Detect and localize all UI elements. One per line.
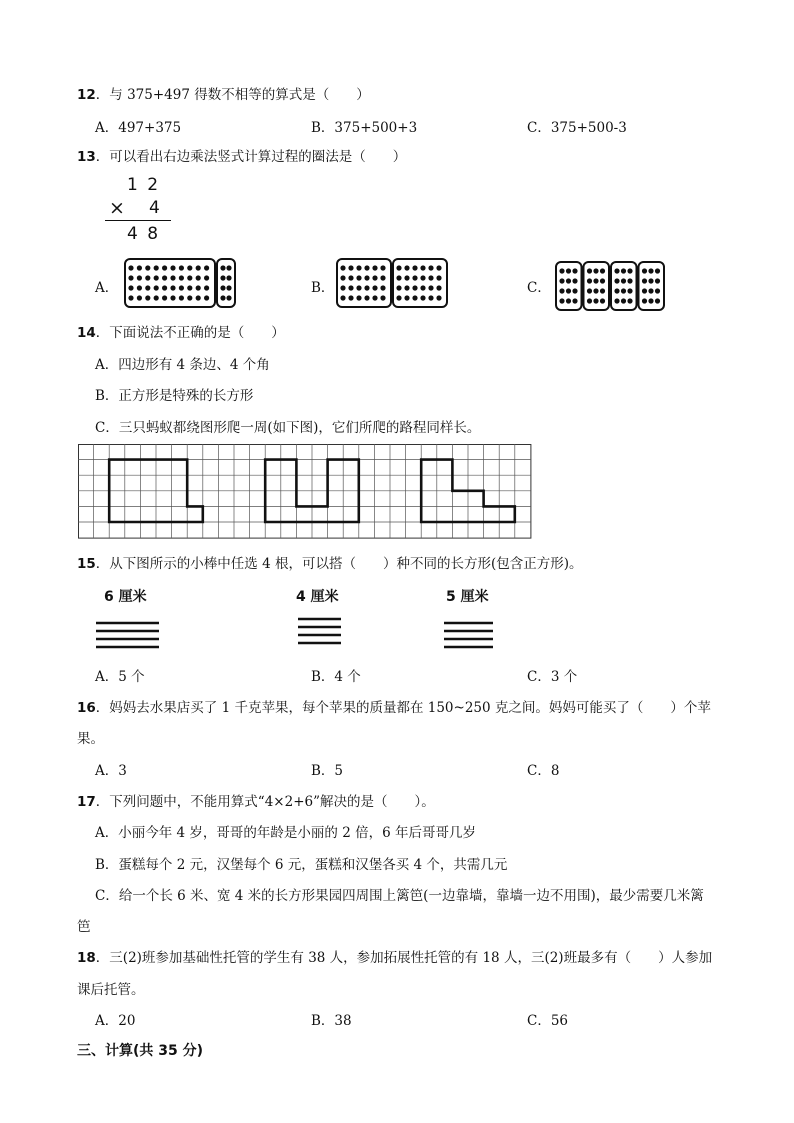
dot — [428, 295, 433, 300]
dot — [364, 295, 369, 300]
dot — [627, 288, 632, 293]
dot — [436, 295, 441, 300]
question-text: ．下列问题中，不能用算式“4×2+6”解决的是（ ）。 — [95, 794, 435, 810]
dot — [420, 295, 425, 300]
dot — [593, 288, 598, 293]
dot — [428, 285, 433, 290]
dot — [356, 265, 361, 270]
sticks-5cm-icon — [444, 620, 494, 650]
sticks-4cm-icon — [298, 616, 342, 646]
dot — [137, 295, 142, 300]
dot — [396, 275, 401, 280]
dot — [412, 275, 417, 280]
dot — [128, 275, 133, 280]
multiplier: 4 — [149, 198, 160, 218]
dot — [348, 295, 353, 300]
dot — [396, 265, 401, 270]
dot — [137, 265, 142, 270]
ant-path-grid — [78, 444, 542, 538]
dot — [154, 265, 159, 270]
dot — [196, 295, 201, 300]
question-18 — [77, 946, 712, 966]
dot — [420, 275, 425, 280]
question-number: 15 — [77, 556, 96, 572]
dot — [396, 295, 401, 300]
dot — [614, 298, 619, 303]
option-c[interactable]: C．三只蚂蚁都绕图形爬一周(如下图)，它们所爬的路程同样长。 — [95, 420, 481, 436]
dot — [204, 275, 209, 280]
question-text: ．下面说法不正确的是（ ） — [95, 325, 285, 341]
dot — [364, 265, 369, 270]
dot — [559, 278, 564, 283]
dot — [572, 288, 577, 293]
dot — [187, 275, 192, 280]
dot — [187, 265, 192, 270]
question-text: ．与 375+497 得数不相等的算式是（ ） — [95, 87, 370, 103]
dot — [179, 285, 184, 290]
dot — [340, 295, 345, 300]
question-number: 16 — [77, 700, 96, 716]
product: 4 8 — [127, 224, 161, 244]
option-a-dot-groups[interactable] — [124, 258, 234, 308]
dot — [162, 285, 167, 290]
dot — [187, 285, 192, 290]
dot — [566, 278, 571, 283]
question-number: 14 — [77, 325, 96, 341]
dot — [404, 275, 409, 280]
option-c-label[interactable]: C． — [527, 280, 551, 296]
dot — [614, 288, 619, 293]
dot — [572, 298, 577, 303]
question-text: ．三(2)班参加基础性托管的学生有 38 人，参加拓展性托管的有 18 人，三(2)班最多有（ ）人参加 — [95, 950, 713, 966]
dot — [348, 265, 353, 270]
circle-group — [217, 259, 235, 307]
dot — [179, 265, 184, 270]
dot — [145, 285, 150, 290]
dot — [340, 285, 345, 290]
dot — [648, 298, 653, 303]
dot — [621, 278, 626, 283]
option-b[interactable]: B．正方形是特殊的长方形 — [95, 388, 254, 404]
sticks-6cm-icon — [96, 620, 160, 650]
dot — [648, 278, 653, 283]
dot — [420, 285, 425, 290]
dot — [642, 278, 647, 283]
dot — [559, 268, 564, 273]
dot — [220, 265, 225, 270]
dot — [648, 288, 653, 293]
dot — [364, 285, 369, 290]
dot — [436, 265, 441, 270]
dot — [627, 298, 632, 303]
option-a-label[interactable]: A． — [95, 280, 119, 296]
option-b[interactable]: B．4 个 — [311, 669, 361, 685]
question-12 — [77, 83, 370, 103]
dot — [348, 285, 353, 290]
question-17 — [77, 790, 435, 810]
option-c-dot-groups[interactable] — [555, 261, 660, 311]
dot — [600, 268, 605, 273]
dot — [614, 268, 619, 273]
question-number: 13 — [77, 149, 96, 165]
dot — [559, 298, 564, 303]
dot — [404, 295, 409, 300]
dot — [145, 265, 150, 270]
dot — [187, 295, 192, 300]
dot — [428, 265, 433, 270]
dot — [587, 278, 592, 283]
dot — [145, 295, 150, 300]
dot — [412, 295, 417, 300]
dot — [348, 275, 353, 280]
dot — [593, 278, 598, 283]
dot — [600, 288, 605, 293]
question-text: ．妈妈去水果店买了 1 千克苹果，每个苹果的质量都在 150~250 克之间。妈妈可能买了（ ）个苹 — [95, 700, 711, 716]
dot — [372, 295, 377, 300]
dot — [226, 275, 231, 280]
dot — [559, 288, 564, 293]
option-c[interactable]: C．375+500-3 — [527, 120, 627, 136]
dot — [372, 265, 377, 270]
option-b[interactable]: B．5 — [311, 763, 344, 779]
calc-line — [105, 220, 171, 221]
dot — [372, 285, 377, 290]
dot — [648, 268, 653, 273]
dot — [600, 278, 605, 283]
dot — [436, 275, 441, 280]
option-c[interactable]: C．3 个 — [527, 669, 578, 685]
dot — [621, 268, 626, 273]
dot — [412, 265, 417, 270]
option-c[interactable]: C．8 — [527, 763, 560, 779]
option-a[interactable]: A．497+375 — [95, 120, 182, 136]
stick-label-5cm: 5 厘米 — [446, 589, 489, 605]
option-a[interactable]: A．20 — [95, 1013, 136, 1029]
dot — [614, 278, 619, 283]
dot — [587, 288, 592, 293]
dot — [396, 285, 401, 290]
stick-label-6cm: 6 厘米 — [104, 589, 147, 605]
dot — [642, 298, 647, 303]
question-13 — [77, 145, 406, 165]
dot — [179, 295, 184, 300]
dot — [436, 285, 441, 290]
dot — [600, 298, 605, 303]
question-text: ．从下图所示的小棒中任选 4 根，可以搭（ ）种不同的长方形(包含正方形)。 — [95, 556, 583, 572]
dot — [566, 268, 571, 273]
dot — [587, 268, 592, 273]
dot — [593, 268, 598, 273]
dot — [655, 278, 660, 283]
question-14 — [77, 321, 285, 341]
dot — [162, 265, 167, 270]
dot — [204, 295, 209, 300]
dot — [340, 275, 345, 280]
dot — [356, 275, 361, 280]
dot — [380, 275, 385, 280]
option-b[interactable]: B．375+500+3 — [311, 120, 418, 136]
option-b[interactable]: B．蛋糕每个 2 元，汉堡每个 6 元，蛋糕和汉堡各买 4 个，共需几元 — [95, 857, 508, 873]
dot — [204, 265, 209, 270]
dot — [572, 278, 577, 283]
dot — [226, 285, 231, 290]
dot — [428, 275, 433, 280]
option-c[interactable]: C．56 — [527, 1013, 569, 1029]
dot — [572, 268, 577, 273]
dot — [356, 285, 361, 290]
dot — [420, 265, 425, 270]
stick-label-4cm: 4 厘米 — [296, 589, 339, 605]
dot — [412, 285, 417, 290]
dot — [655, 268, 660, 273]
question-16-cont: 果。 — [77, 731, 104, 747]
dot — [170, 285, 175, 290]
question-text: ．可以看出右边乘法竖式计算过程的圈法是（ ） — [95, 149, 407, 165]
option-c-cont: 笆 — [77, 919, 91, 935]
option-a[interactable]: A．5 个 — [95, 669, 145, 685]
dot — [404, 265, 409, 270]
section-heading: 三、计算(共 35 分) — [77, 1043, 204, 1059]
dot — [380, 285, 385, 290]
dot — [621, 288, 626, 293]
dot — [593, 298, 598, 303]
dot — [220, 285, 225, 290]
dot — [627, 278, 632, 283]
dot — [162, 295, 167, 300]
vertical-multiplication — [105, 175, 175, 245]
dot — [642, 288, 647, 293]
dot — [380, 265, 385, 270]
option-b[interactable]: B．38 — [311, 1013, 352, 1029]
dot — [372, 275, 377, 280]
dot — [340, 265, 345, 270]
dot — [587, 298, 592, 303]
question-number: 17 — [77, 794, 96, 810]
dot — [566, 288, 571, 293]
dot — [154, 285, 159, 290]
dot — [196, 285, 201, 290]
dot — [380, 295, 385, 300]
dot — [170, 295, 175, 300]
dot — [170, 265, 175, 270]
dot — [404, 285, 409, 290]
dot — [196, 275, 201, 280]
dot — [137, 285, 142, 290]
dot — [627, 268, 632, 273]
question-number: 18 — [77, 950, 96, 966]
option-b-label[interactable]: B． — [311, 280, 335, 296]
dot — [356, 295, 361, 300]
question-15 — [77, 552, 583, 572]
dot — [204, 285, 209, 290]
question-16 — [77, 696, 711, 716]
question-number: 12 — [77, 87, 96, 103]
dot — [621, 298, 626, 303]
dot — [220, 275, 225, 280]
option-a[interactable]: A．四边形有 4 条边、4 个角 — [95, 357, 270, 373]
dot — [179, 275, 184, 280]
dot — [170, 275, 175, 280]
dot — [137, 275, 142, 280]
dot — [566, 298, 571, 303]
dot — [226, 265, 231, 270]
dot — [655, 288, 660, 293]
option-b-dot-groups[interactable] — [336, 258, 446, 308]
times-sign: × — [109, 197, 125, 219]
option-c[interactable]: C．给一个长 6 米、宽 4 米的长方形果园四周围上篱笆(一边靠墙，靠墙一边不用围)，最少需要几米篱 — [95, 888, 704, 904]
dot — [642, 268, 647, 273]
multiplicand: 1 2 — [127, 175, 161, 195]
dot — [154, 275, 159, 280]
dot — [128, 285, 133, 290]
dot — [655, 298, 660, 303]
dot — [226, 295, 231, 300]
dot — [364, 275, 369, 280]
dot — [128, 265, 133, 270]
option-a[interactable]: A．小丽今年 4 岁，哥哥的年龄是小丽的 2 倍，6 年后哥哥几岁 — [95, 825, 476, 841]
dot — [196, 265, 201, 270]
dot — [145, 275, 150, 280]
dot — [162, 275, 167, 280]
question-18-cont: 课后托管。 — [77, 982, 145, 998]
option-a[interactable]: A．3 — [95, 763, 127, 779]
dot — [220, 295, 225, 300]
dot — [154, 295, 159, 300]
dot — [128, 295, 133, 300]
